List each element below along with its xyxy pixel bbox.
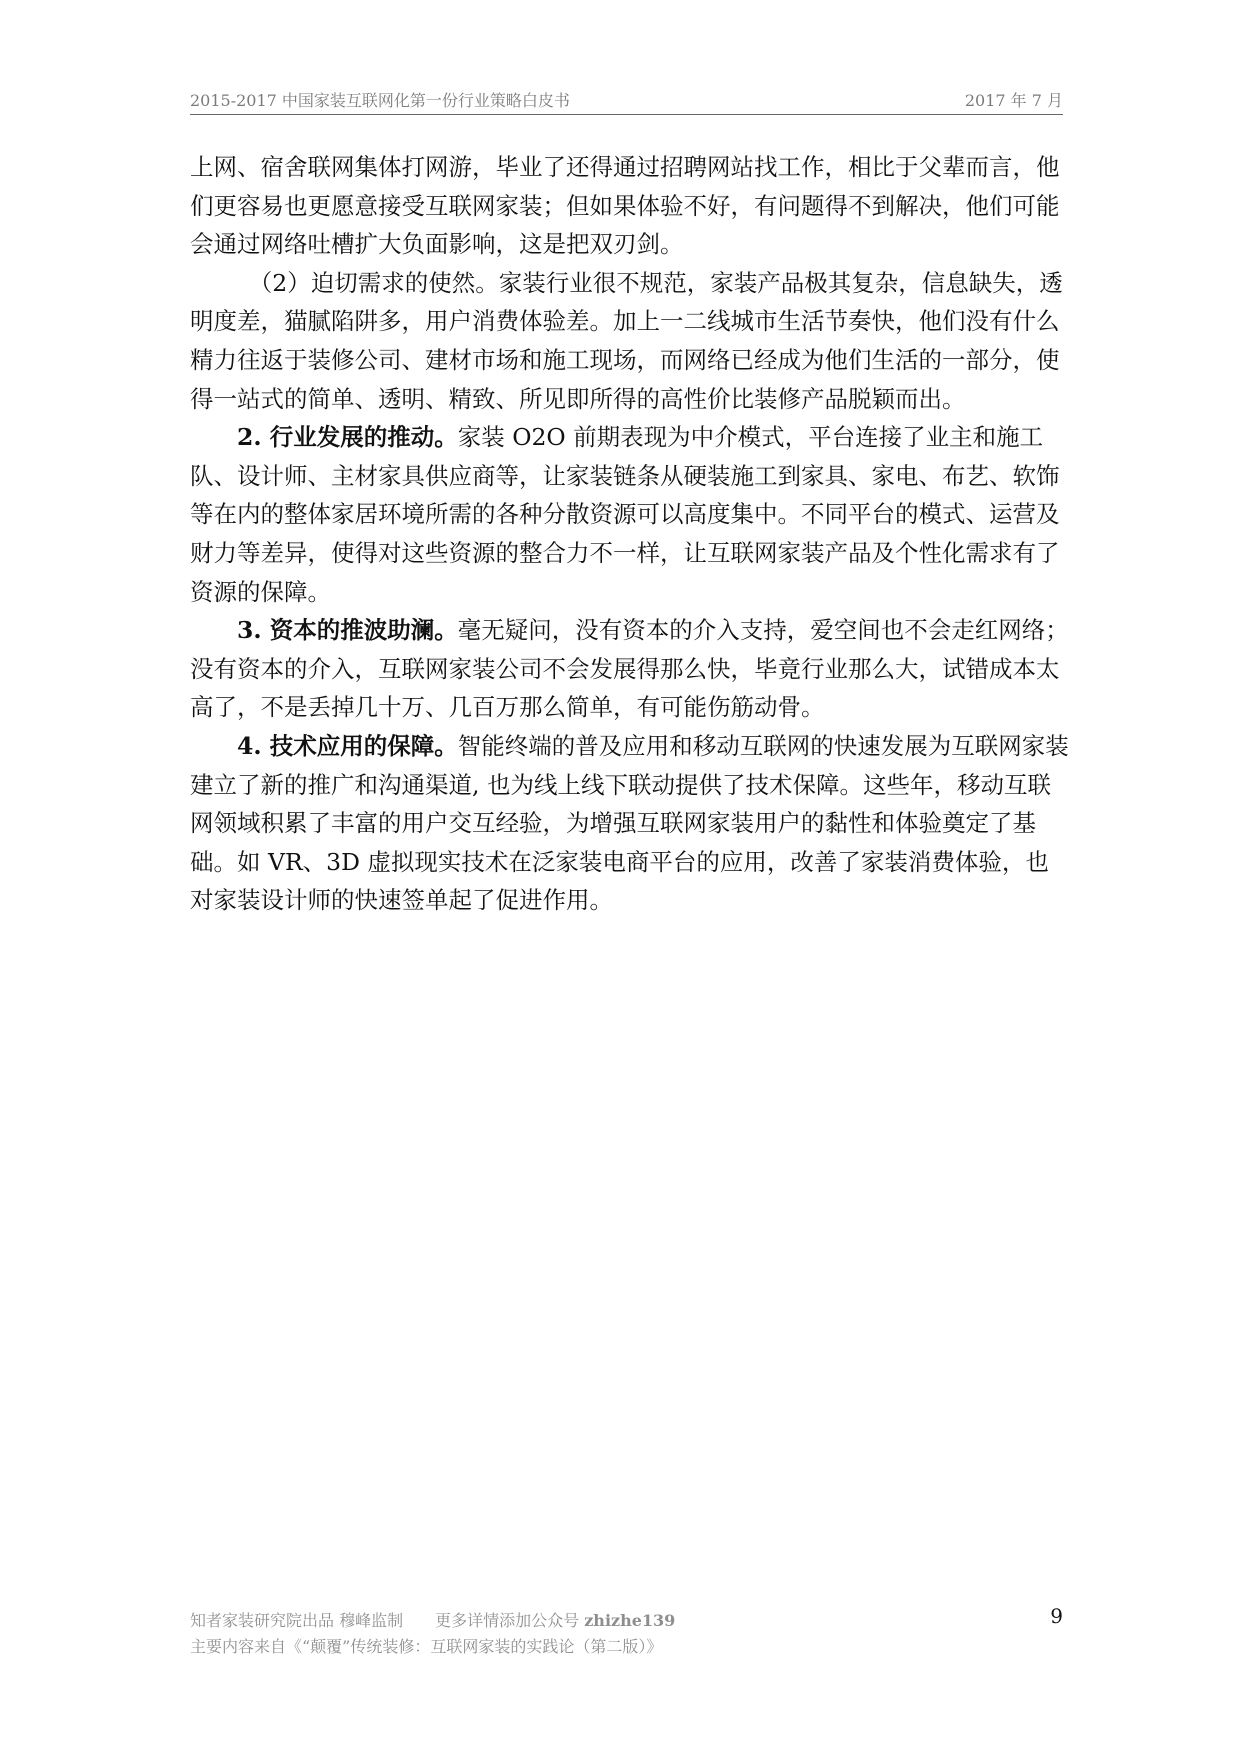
paragraph-technology	[190, 727, 1070, 920]
footer-source-line	[190, 1634, 662, 1657]
footer-wechat-handle: zhizhe139	[584, 1611, 676, 1630]
paragraph-capital	[190, 611, 1070, 727]
paragraph-heading: 3. 资本的推波助澜。	[237, 616, 458, 645]
page-number: 9	[1050, 1604, 1063, 1628]
paragraph-heading: 2. 行业发展的推动。	[237, 423, 458, 452]
page-footer	[190, 1604, 1063, 1658]
paragraph-text: 家装 O2O 前期表现为中介模式，平台连接了业主和施工队、设计师、主材家具供应商等，让家装链条从硬装施工到家具、家电、布艺、软饰等在内的整体家居环境所需的各种分散资源可以高度集中。不同平台的模式、运营及财力等差异，使得对这些资源的整合力不一样，让互联网家装产品及个性化需求有了资源的保障。	[190, 423, 1060, 606]
paragraph-text: 毫无疑问，没有资本的介入支持，爱空间也不会走红网络；没有资本的介入，互联网家装公司不会发展得那么快，毕竟行业那么大，试错成本太高了，不是丢掉几十万、几百万那么简单，有可能伤筋动骨。	[190, 616, 1069, 722]
paragraph-text: 上网、宿舍联网集体打网游，毕业了还得通过招聘网站找工作，相比于父辈而言，他们更容易也更愿意接受互联网家装；但如果体验不好，有问题得不到解决，他们可能会通过网络吐槽扩大负面影响，这是把双刃剑。	[190, 153, 1060, 259]
paragraph-text: （2）迫切需求的使然。家装行业很不规范，家装产品极其复杂，信息缺失，透明度差，猫腻陷阱多，用户消费体验差。加上一二线城市生活节奏快，他们没有什么精力往返于装修公司、建材市场和施工现场，而网络已经成为他们生活的一部分，使得一站式的简单、透明、精致、所见即所得的高性价比装修产品脱颖而出。	[190, 268, 1063, 413]
paragraph-heading: 4. 技术应用的保障。	[237, 731, 458, 760]
document-title: 2015-2017 中国家装互联网化第一份行业策略白皮书	[190, 91, 570, 110]
footer-source: 主要内容来自《“颠覆”传统装修：互联网家装的实践论（第二版）》	[190, 1637, 663, 1656]
footer-credit: 知者家装研究院出品 穆峰监制	[190, 1611, 404, 1630]
body-text	[190, 148, 1070, 920]
page-header	[190, 88, 1063, 115]
footer-credit-line	[190, 1608, 675, 1631]
paragraph-industry-development	[190, 418, 1070, 611]
footer-follow-text: 更多详情添加公众号	[435, 1611, 580, 1630]
document-date: 2017 年 7 月	[964, 91, 1063, 110]
paragraph-continuation	[190, 148, 1070, 264]
paragraph-text: 智能终端的普及应用和移动互联网的快速发展为互联网家装建立了新的推广和沟通渠道, 也为线上线下联动提供了技术保障。这些年，移动互联网领域积累了丰富的用户交互经验，为增强互联网家装用户的黏性和体验奠定了基础。如 VR、3D 虚拟现实技术在泛家装电商平台的应用，改善了家装消费体验，也对家装设计师的快速签单起了促进作用。	[190, 731, 1069, 915]
paragraph-urgent-demand	[190, 264, 1070, 418]
